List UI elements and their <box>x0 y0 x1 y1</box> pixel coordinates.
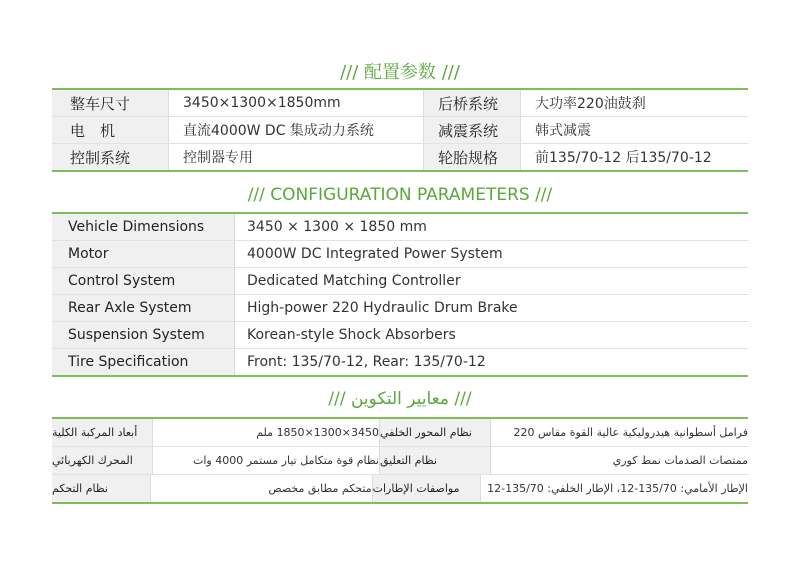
table-row <box>52 446 748 474</box>
spec-value: Front: 135/70-12, Rear: 135/70-12 <box>234 349 748 375</box>
table-row <box>52 321 748 348</box>
table-row <box>52 214 748 240</box>
spec-value: 前135/70-12 后135/70-12 <box>520 144 748 170</box>
english-section-title: /// CONFIGURATION PARAMETERS /// <box>247 185 553 205</box>
spec-value: الإطار الأمامي: 135/70-12، الإطار الخلفي: 135/70-12 <box>480 475 748 502</box>
spec-label: Suspension System <box>52 322 234 348</box>
spec-label: المحرك الكهربائي <box>52 447 152 474</box>
table-row <box>52 240 748 267</box>
spec-value: 控制器专用 <box>168 144 423 170</box>
arabic-spec-table <box>52 417 748 504</box>
table-row <box>52 294 748 321</box>
table-row <box>52 143 748 170</box>
spec-label: نظام التعليق <box>379 447 490 474</box>
spec-value: فرامل أسطوانية هيدروليكية عالية القوة مقاس 220 <box>490 419 748 446</box>
spec-label: Vehicle Dimensions <box>52 214 234 240</box>
table-row <box>52 348 748 375</box>
spec-label: Motor <box>52 241 234 267</box>
spec-label: 控制系统 <box>52 144 168 170</box>
spec-label: نظام التحكم <box>52 475 150 502</box>
spec-value: Dedicated Matching Controller <box>234 268 748 294</box>
table-row <box>52 116 748 143</box>
spec-label: Tire Specification <box>52 349 234 375</box>
english-spec-table <box>52 212 748 377</box>
table-row <box>52 267 748 294</box>
spec-value: 3450×1300×1850mm <box>168 90 423 116</box>
spec-label: 后桥系统 <box>423 90 520 116</box>
spec-label: 减震系统 <box>423 117 520 143</box>
chinese-section-title: /// 配置参数 /// <box>340 62 460 83</box>
spec-value: Korean-style Shock Absorbers <box>234 322 748 348</box>
spec-label: Rear Axle System <box>52 295 234 321</box>
spec-value: 大功率220油鼓刹 <box>520 90 748 116</box>
spec-value: High-power 220 Hydraulic Drum Brake <box>234 295 748 321</box>
spec-value: ممتصات الصدمات نمط كوري <box>490 447 748 474</box>
spec-value: 韩式减震 <box>520 117 748 143</box>
spec-label: نظام المحور الخلفي <box>379 419 490 446</box>
table-row <box>52 90 748 116</box>
spec-label: 电 机 <box>52 117 168 143</box>
spec-value: نظام قوة متكامل تيار مستمر 4000 وات <box>152 447 379 474</box>
spec-label: Control System <box>52 268 234 294</box>
spec-value: 3450×1300×1850 ملم <box>152 419 379 446</box>
spec-value: 4000W DC Integrated Power System <box>234 241 748 267</box>
spec-value: 直流4000W DC 集成动力系统 <box>168 117 423 143</box>
spec-value: 3450 × 1300 × 1850 mm <box>234 214 748 240</box>
table-row <box>52 419 748 446</box>
spec-label: 整车尺寸 <box>52 90 168 116</box>
spec-label: مواصفات الإطارات <box>372 475 481 502</box>
spec-value: متحكم مطابق مخصص <box>150 475 372 502</box>
arabic-section-title: /// معايير التكوين /// <box>328 389 472 409</box>
chinese-spec-table <box>52 88 748 172</box>
spec-label: أبعاد المركبة الكلية <box>52 419 152 446</box>
spec-label: 轮胎规格 <box>423 144 520 170</box>
table-row <box>52 474 748 502</box>
